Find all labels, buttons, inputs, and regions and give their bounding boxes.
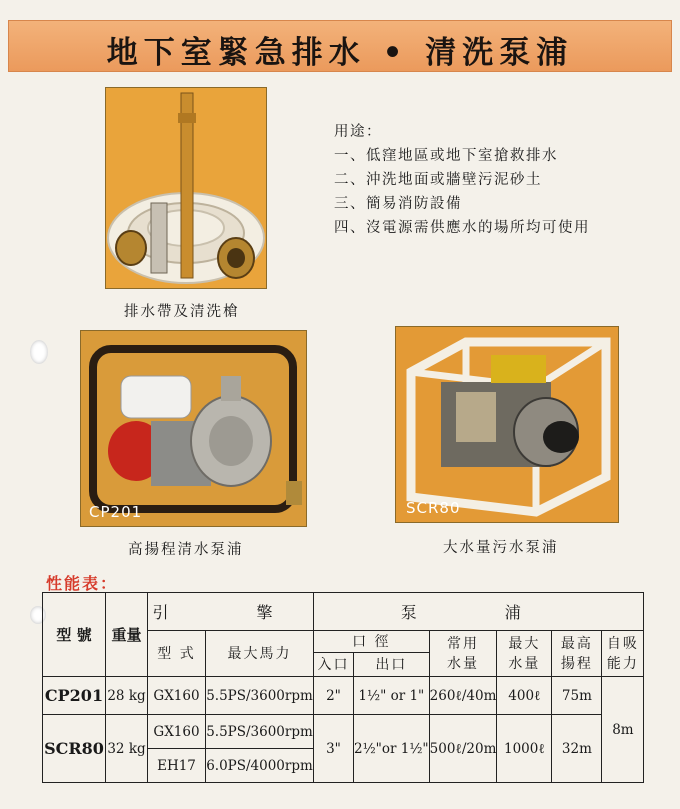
header-engine: 引 擎 [148,593,314,631]
cell-weight: 28 kg [106,677,148,715]
cell-engine: GX160 [148,677,206,715]
uses-item: 一、低窪地區或地下室搶救排水 [334,148,558,164]
cell-hp: 5.5PS/3600rpm [206,715,314,749]
header-bore: 口 徑 [314,631,430,653]
header-model: 型 號 [43,593,106,677]
header-max-water [497,631,552,677]
performance-table-title: 性能表： [46,574,119,593]
hose-nozzle-image [106,88,266,288]
table-row [43,715,644,749]
cp201-pump-image [81,331,306,526]
header-engine-type: 型 式 [148,631,206,677]
cell-engine: GX160 [148,715,206,749]
cell-inlet: 3" [314,715,354,783]
cell-max-water: 1000ℓ [497,715,552,783]
title-banner [8,20,672,72]
cp201-photo [80,330,307,527]
header-normal-water-line2: 水量 [447,655,480,672]
header-max-hp: 最大馬力 [206,631,314,677]
cell-hp: 6.0PS/4000rpm [206,749,314,783]
scr80-pump-image [396,327,618,522]
header-max-water-line1: 最大 [508,635,541,652]
header-suction-line2: 能力 [606,655,639,672]
cell-outlet: 1½" or 1" [354,677,430,715]
header-suction [602,631,644,677]
header-max-head-line2: 揚程 [560,655,593,672]
binder-hole [30,340,48,364]
cell-weight: 32 kg [106,715,148,783]
cell-model: CP201 [43,677,106,715]
cell-hp: 5.5PS/3600rpm [206,677,314,715]
hose-nozzle-caption: 排水帶及清洗槍 [124,304,240,320]
cell-normal-water: 500ℓ/20m [429,715,497,783]
cell-engine: EH17 [148,749,206,783]
cell-max-head: 32m [552,715,602,783]
header-normal-water-line1: 常用 [447,635,480,652]
table-row [43,677,644,715]
header-max-water-line2: 水量 [508,655,541,672]
cell-max-water: 400ℓ [497,677,552,715]
cell-suction: 8m [602,677,644,783]
hose-nozzle-photo [105,87,267,289]
uses-item: 三、簡易消防設備 [334,196,462,212]
scr80-photo-label: SCR80 [406,499,461,517]
uses-heading: 用途： [334,124,382,140]
header-weight: 重量 [106,593,148,677]
uses-item: 四、沒電源需供應水的場所均可使用 [334,220,590,236]
header-max-head [552,631,602,677]
header-outlet: 出口 [354,653,430,677]
page-title: 地下室緊急排水 • 清洗泵浦 [106,35,574,71]
uses-item: 二、沖洗地面或牆壁污泥砂土 [334,172,542,188]
uses-list [334,120,590,240]
header-inlet: 入口 [314,653,354,677]
cell-max-head: 75m [552,677,602,715]
cp201-caption: 高揚程清水泵浦 [128,542,244,558]
cell-normal-water: 260ℓ/40m [429,677,497,715]
performance-table [42,592,644,783]
cell-model: SCR80 [43,715,106,783]
header-pump: 泵 浦 [314,593,644,631]
scr80-photo [395,326,619,523]
header-max-head-line1: 最高 [560,635,593,652]
header-suction-line1: 自吸 [606,635,639,652]
cell-outlet: 2½"or 1½" [354,715,430,783]
scr80-caption: 大水量污水泵浦 [443,540,559,556]
cell-inlet: 2" [314,677,354,715]
cp201-photo-label: CP201 [89,503,143,521]
header-normal-water [429,631,497,677]
